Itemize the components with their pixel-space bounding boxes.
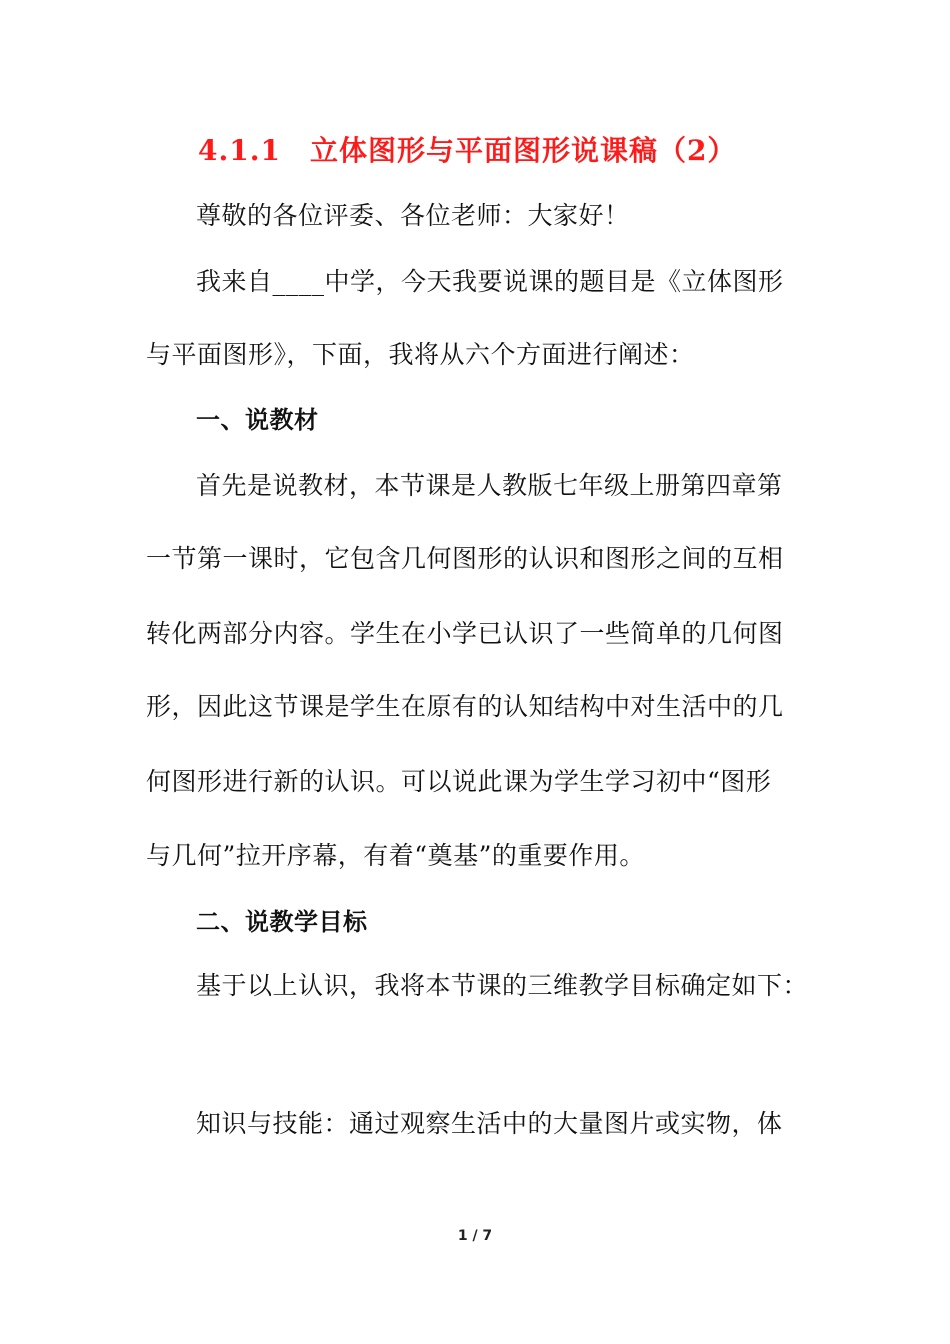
intro-line-1: 我来自____中学，今天我要说课的题目是《立体图形	[196, 267, 784, 296]
paragraph-line: 一节第一课时，它包含几何图形的认识和图形之间的互相	[146, 544, 784, 573]
document-title: 4.1.1 立体图形与平面图形说课稿（2）	[198, 134, 737, 167]
knowledge-skills-line: 知识与技能：通过观察生活中的大量图片或实物，体	[196, 1109, 783, 1138]
page-number: 1 / 7	[457, 1228, 493, 1244]
greeting: 尊敬的各位评委、各位老师：大家好！	[196, 201, 630, 230]
paragraph-line: 转化两部分内容。学生在小学已认识了一些简单的几何图	[146, 619, 784, 648]
section-heading-materials: 一、说教材	[196, 406, 319, 434]
objectives-intro: 基于以上认识，我将本节课的三维教学目标确定如下：	[196, 971, 809, 1000]
paragraph-line: 与几何”拉开序幕，有着“奠基”的重要作用。	[146, 841, 645, 870]
paragraph-line: 首先是说教材，本节课是人教版七年级上册第四章第	[196, 471, 783, 500]
paragraph-line: 形，因此这节课是学生在原有的认知结构中对生活中的几	[146, 692, 784, 721]
section-heading-objectives: 二、说教学目标	[196, 908, 368, 936]
paragraph-line: 何图形进行新的认识。可以说此课为学生学习初中“图形	[146, 767, 772, 796]
intro-line-2: 与平面图形》，下面，我将从六个方面进行阐述：	[146, 340, 695, 369]
